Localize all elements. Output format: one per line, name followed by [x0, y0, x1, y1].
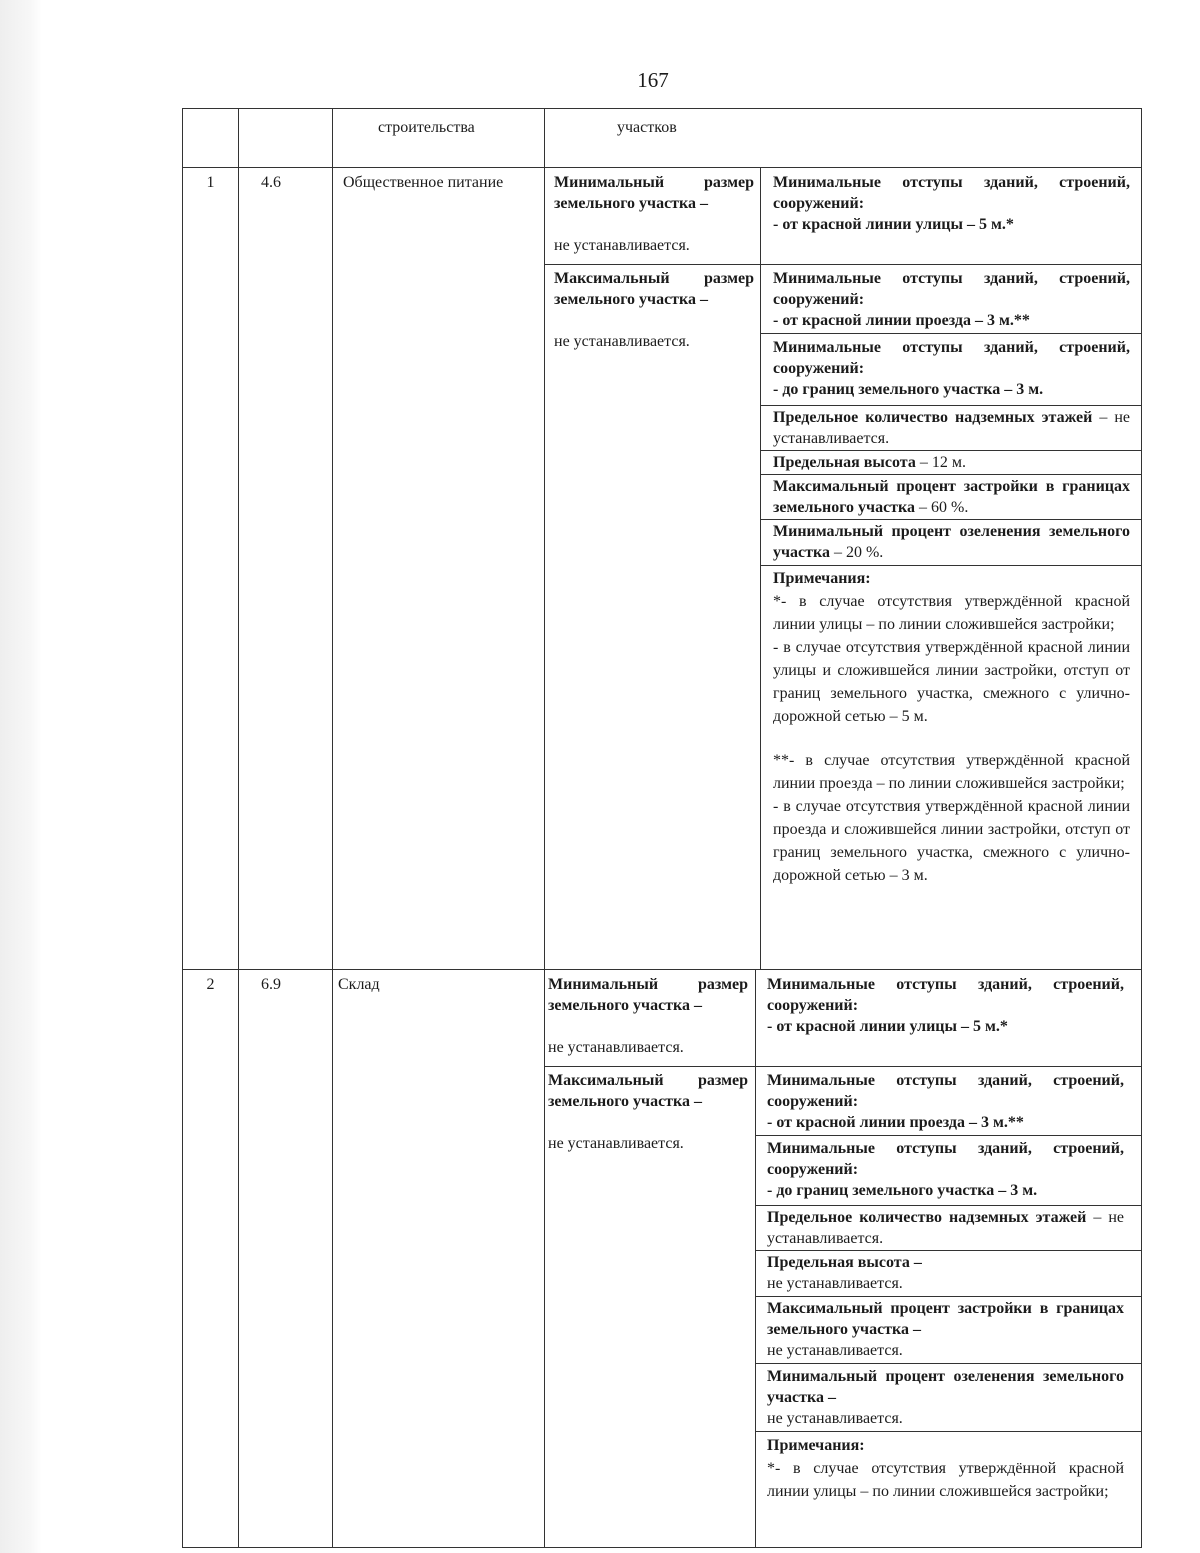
- param-boundary-setback: [773, 337, 1130, 400]
- row-divider: [755, 1250, 1141, 1251]
- param-label: Минимальные отступы зданий, строений, сооружений:: [767, 1140, 1124, 1178]
- row-divider: [755, 1296, 1141, 1297]
- min-plot-size-value: не устанавливается.: [554, 237, 690, 254]
- column-divider: [755, 969, 756, 1547]
- param-label: Предельная высота –: [767, 1254, 922, 1271]
- note: - в случае отсутствия утверждённой красной линии проезда и сложившейся линии застройки, отступ от границ земельного участка, смежного с улично-дорожной сетью – 3 м.: [773, 798, 1130, 884]
- notes: [773, 567, 1130, 887]
- row-divider: [760, 519, 1141, 520]
- notes: [767, 1434, 1124, 1503]
- row-divider: [544, 264, 1141, 265]
- column-divider: [332, 109, 333, 1547]
- param-label: Минимальные отступы зданий, строений, сооружений:: [773, 270, 1130, 308]
- param-height: [773, 452, 1130, 473]
- param-value: – 12 м.: [915, 454, 966, 471]
- row-code: 6.9: [261, 976, 281, 993]
- param-value: – 60 %.: [915, 499, 969, 516]
- row-divider: [760, 333, 1141, 334]
- param-label: Предельное количество надземных этажей: [767, 1209, 1087, 1226]
- param-street-setback: [767, 974, 1124, 1037]
- row-divider: [760, 450, 1141, 451]
- param-value: - от красной линии улицы – 5 м.*: [767, 1018, 1008, 1035]
- param-value: не устанавливается.: [767, 1410, 903, 1427]
- param-value: - до границ земельного участка – 3 м.: [767, 1182, 1038, 1199]
- use-name: Склад: [338, 976, 380, 993]
- page-number: 167: [637, 68, 669, 92]
- param-floors: [767, 1207, 1124, 1249]
- param-passage-setback: [773, 268, 1130, 331]
- param-value: не устанавливается.: [767, 1342, 903, 1359]
- param-build-percent: [767, 1298, 1124, 1361]
- param-green-percent: [773, 521, 1130, 563]
- param-green-percent: [767, 1366, 1124, 1429]
- row-divider: [755, 1363, 1141, 1364]
- param-label: Предельное количество надземных этажей: [773, 409, 1093, 426]
- param-value: не устанавливается.: [767, 1275, 903, 1292]
- scan-edge: [0, 0, 42, 1553]
- column-divider: [544, 109, 545, 1547]
- param-label: Предельная высота: [773, 454, 916, 471]
- row-divider: [755, 1135, 1141, 1136]
- param-value: – 20 %.: [829, 544, 884, 561]
- row-number: 1: [206, 174, 215, 191]
- min-plot-size-value: не устанавливается.: [548, 1039, 684, 1056]
- row-divider: [183, 969, 1141, 970]
- regulations-table: [182, 108, 1142, 1548]
- note: **- в случае отсутствия утверждённой красной линии проезда – по линии сложившейся застройки;: [773, 752, 1130, 792]
- param-label: Минимальные отступы зданий, строений, сооружений:: [767, 1072, 1124, 1110]
- notes-title: Примечания:: [767, 1437, 865, 1454]
- param-value: – не устанавливается.: [773, 409, 1130, 447]
- notes-title: Примечания:: [773, 570, 871, 587]
- param-label: Максимальный процент застройки в границах земельного участка –: [767, 1300, 1124, 1338]
- param-value: - до границ земельного участка – 3 м.: [773, 381, 1044, 398]
- header-plots: участков: [617, 119, 677, 136]
- param-height: [767, 1252, 1124, 1294]
- param-build-percent: [773, 476, 1130, 518]
- notes-gap: [773, 728, 1130, 749]
- row-divider: [755, 1205, 1141, 1206]
- max-plot-size-value: не устанавливается.: [554, 333, 690, 350]
- min-plot-size-label: Минимальный размер земельного участка –: [548, 976, 748, 1014]
- param-boundary-setback: [767, 1138, 1124, 1201]
- param-floors: [773, 407, 1130, 449]
- param-label: Минимальные отступы зданий, строений, сооружений:: [773, 174, 1130, 212]
- row-number: 2: [206, 976, 215, 993]
- note: *- в случае отсутствия утверждённой красной линии улицы – по линии сложившейся застройки;: [773, 593, 1130, 633]
- param-label: Минимальные отступы зданий, строений, сооружений:: [773, 339, 1130, 377]
- row-code: 4.6: [261, 174, 281, 191]
- row-divider: [183, 167, 1141, 168]
- param-passage-setback: [767, 1070, 1124, 1133]
- use-name: Общественное питание: [343, 174, 504, 191]
- row-divider: [760, 405, 1141, 406]
- row-divider: [760, 474, 1141, 475]
- param-value: - от красной линии проезда – 3 м.**: [767, 1114, 1024, 1131]
- param-value: – не устанавливается.: [767, 1209, 1124, 1247]
- max-plot-size-value: не устанавливается.: [548, 1135, 684, 1152]
- column-divider: [760, 167, 761, 969]
- param-label: Минимальный процент озеленения земельного участка –: [767, 1368, 1124, 1406]
- min-plot-size-label: Минимальный размер земельного участка –: [554, 174, 754, 212]
- header-construction: строительства: [378, 119, 475, 136]
- column-divider: [238, 109, 239, 1547]
- note: - в случае отсутствия утверждённой красной линии улицы и сложившейся линии застройки, отступ от границ земельного участка, смежного с улично-дорожной сетью – 5 м.: [773, 639, 1130, 725]
- param-value: - от красной линии проезда – 3 м.**: [773, 312, 1030, 329]
- row-divider: [544, 1066, 1141, 1067]
- param-street-setback: [773, 172, 1130, 235]
- row-divider: [760, 565, 1141, 566]
- row-divider: [755, 1431, 1141, 1432]
- max-plot-size-label: Максимальный размер земельного участка –: [548, 1072, 748, 1110]
- param-label: Максимальный процент застройки в границах земельного участка: [773, 478, 1130, 516]
- param-value: - от красной линии улицы – 5 м.*: [773, 216, 1014, 233]
- note: *- в случае отсутствия утверждённой красной линии улицы – по линии сложившейся застройки;: [767, 1460, 1124, 1500]
- max-plot-size-label: Максимальный размер земельного участка –: [554, 270, 754, 308]
- param-label: Минимальные отступы зданий, строений, сооружений:: [767, 976, 1124, 1014]
- param-label: Минимальный процент озеленения земельного участка: [773, 523, 1130, 561]
